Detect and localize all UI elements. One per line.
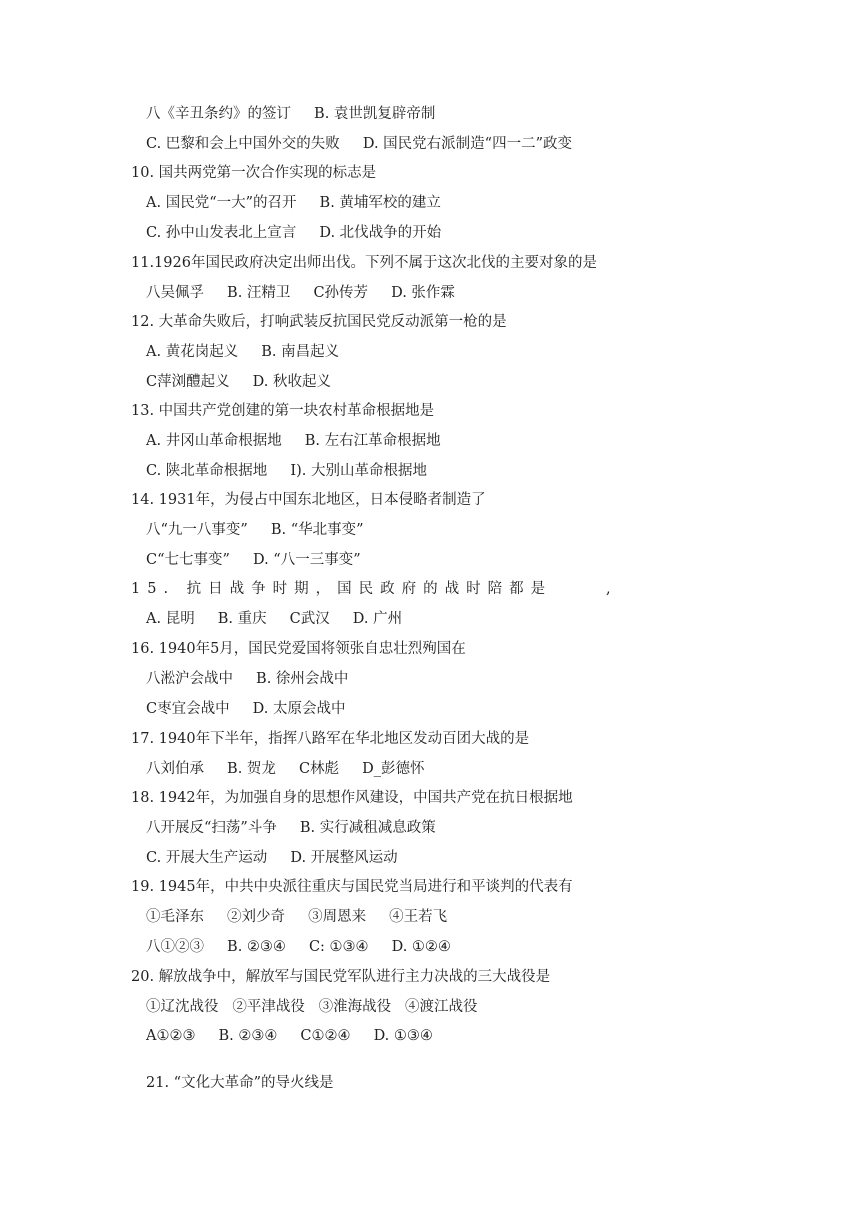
q20-stem: 20. 解放战争中，解放军与国民党军队进行主力决战的三大战役是 [131, 969, 551, 985]
q18-stem: 18. 1942年，为加强自身的思想作风建设，中国共产党在抗日根据地 [131, 790, 573, 806]
q10-options-ab: A. 国民党“一大”的召开 B. 黄埔军校的建立 [146, 195, 441, 211]
q10-options-cd: C. 孙中山发表北上宣言 D. 北伐战争的开始 [146, 225, 442, 241]
q15-trailing-mark: , [606, 581, 611, 597]
q15-options: A. 昆明 B. 重庆 C武汉 D. 广州 [146, 611, 403, 627]
q9-options-cd: C. 巴黎和会上中国外交的失败 D. 国民党右派制造“四一二”政变 [146, 136, 572, 152]
q13-stem: 13. 中国共产党创建的第一块农村革命根据地是 [131, 403, 435, 419]
q11-options: 八吴佩孚 B. 汪精卫 C孙传芳 D. 张作霖 [146, 285, 455, 301]
q19-stem: 19. 1945年，中共中央派往重庆与国民党当局进行和平谈判的代表有 [131, 879, 573, 895]
q10-stem: 10. 国共两党第一次合作实现的标志是 [131, 165, 377, 181]
q9-options-ab: 八《辛丑条约》的签订 B. 袁世凯复辟帝制 [146, 106, 436, 122]
q18-options-ab: 八开展反“扫荡”斗争 B. 实行减租减息政策 [146, 820, 436, 836]
q20-items: ①辽沈战役 ②平津战役 ③淮海战役 ④渡江战役 [146, 999, 478, 1015]
q16-stem: 16. 1940年5月，国民党爱国将领张自忠壮烈殉国在 [131, 641, 466, 657]
q17-stem: 17. 1940年下半年，指挥八路军在华北地区发动百团大战的是 [131, 731, 530, 747]
q12-options-ab: A. 黄花岗起义 B. 南昌起义 [146, 344, 340, 360]
q20-options: A①②③ B. ②③④ C①②④ D. ①③④ [146, 1028, 433, 1044]
q14-options-ab: 八“九一八事变” B. “华北事变” [146, 522, 364, 538]
q17-options: 八刘伯承 B. 贺龙 C林彪 D_彭德怀 [146, 761, 425, 777]
q13-options-cd: C. 陕北革命根据地 I). 大别山革命根据地 [146, 463, 427, 479]
q19-options: 八①②③ B. ②③④ C: ①③④ D. ①②④ [146, 939, 451, 955]
q18-options-cd: C. 开展大生产运动 D. 开展整风运动 [146, 850, 398, 866]
q12-stem: 12. 大革命失败后，打响武装反抗国民党反动派第一枪的是 [131, 314, 507, 330]
q14-stem: 14. 1931年，为侵占中国东北地区，日本侵略者制造了 [131, 492, 486, 508]
q12-options-cd: C萍浏醴起义 D. 秋收起义 [146, 374, 331, 390]
q19-items: ①毛泽东 ②刘少奇 ③周恩来 ④王若飞 [146, 909, 448, 925]
q15-stem: 15. 抗日战争时期，国民政府的战时陪都是 [131, 581, 553, 597]
q11-stem: 11.1926年国民政府决定出师出伐。下列不属于这次北伐的主要对象的是 [131, 255, 597, 271]
q16-options-cd: C枣宜会战中 D. 太原会战中 [146, 701, 346, 717]
q16-options-ab: 八淞沪会战中 B. 徐州会战中 [146, 671, 349, 687]
q13-options-ab: A. 井冈山革命根据地 B. 左右江革命根据地 [146, 433, 441, 449]
q21-stem: 21. “文化大革命”的导火线是 [146, 1075, 334, 1091]
q14-options-cd: C“七七事变” D. “八一三事变” [146, 552, 361, 568]
